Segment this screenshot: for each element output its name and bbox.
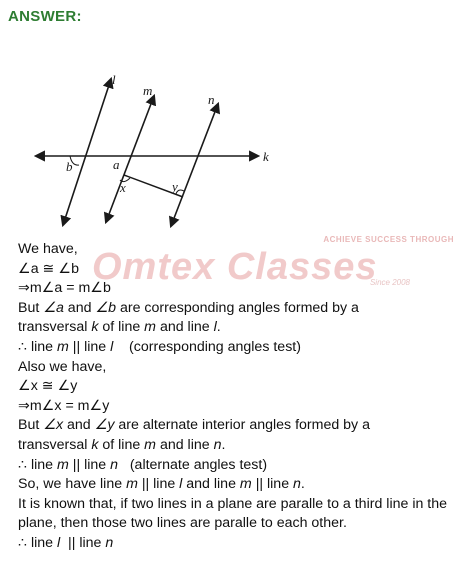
solution-text: [18, 240, 470, 554]
watermark-logo: Omtex Classes: [92, 246, 378, 288]
solution-line: We have,: [18, 241, 78, 257]
text: .: [221, 436, 226, 453]
label-k: k: [263, 149, 269, 164]
solution-line: It is known that, if two lines in a plane are paralle to a third line in the plane, then those two lines are paralle to each other.: [18, 495, 448, 532]
text: || line: [251, 476, 294, 493]
label-l: l: [112, 72, 116, 87]
text: are corresponding angles formed by a: [116, 299, 359, 316]
label-a: a: [113, 157, 120, 172]
var: m: [126, 476, 138, 493]
var: k: [91, 319, 99, 336]
watermark-tagline: ACHIEVE SUCCESS THROUGH: [323, 235, 454, 244]
text: || line: [137, 476, 180, 493]
var: l: [110, 338, 114, 355]
text: transversal: [18, 436, 92, 453]
label-x: x: [120, 180, 126, 195]
text: (corresponding angles test): [113, 338, 301, 355]
var: k: [91, 436, 99, 453]
equation: ∠a ≅ ∠b: [18, 260, 79, 277]
equation: ⇒m∠a = m∠b: [18, 280, 111, 297]
var: l: [213, 319, 217, 336]
var: m: [239, 476, 252, 493]
text: of line: [98, 436, 145, 453]
solution-line: [18, 416, 470, 436]
text: ∴ line: [18, 456, 57, 473]
text: and line: [182, 476, 240, 493]
text: ∴ line: [18, 534, 57, 551]
var: l: [179, 476, 183, 493]
var: m: [57, 338, 69, 355]
var: m: [144, 436, 156, 453]
angle-ref: ∠b: [95, 299, 117, 316]
label-n: n: [208, 92, 215, 107]
solution-line: [18, 260, 470, 280]
angle-ref: ∠y: [94, 417, 115, 434]
var: n: [213, 436, 222, 453]
solution-line: Also we have,: [18, 358, 107, 375]
text: ∴ line: [18, 338, 57, 355]
text: and line: [156, 436, 214, 453]
text: of line: [98, 319, 145, 336]
solution-line: [18, 377, 470, 397]
text: || line: [68, 338, 111, 355]
label-b: b: [66, 159, 73, 174]
var: n: [110, 456, 118, 473]
text: .: [300, 476, 305, 493]
solution-line: [18, 279, 470, 299]
text: || line: [68, 456, 111, 473]
var: m: [144, 319, 156, 336]
solution-line: [18, 475, 470, 495]
label-y: y: [172, 179, 178, 194]
solution-line: [18, 299, 470, 319]
angle-ref: ∠a: [43, 299, 64, 316]
text: are alternate interior angles formed by a: [114, 417, 370, 434]
equation: ∠x ≅ ∠y: [18, 378, 78, 395]
solution-line: [18, 534, 470, 554]
text: and line: [156, 319, 214, 336]
solution-line: [18, 397, 470, 417]
solution-line: [18, 338, 470, 358]
line-n: [171, 104, 218, 226]
geometry-figure: [0, 0, 474, 240]
label-m: m: [143, 83, 153, 98]
text: But: [18, 299, 44, 316]
var: n: [293, 476, 301, 493]
text: transversal: [18, 319, 92, 336]
var: n: [105, 534, 114, 551]
solution-line: [18, 456, 470, 476]
text: .: [216, 319, 221, 336]
text: and: [63, 417, 95, 434]
answer-heading: ANSWER:: [8, 8, 82, 25]
equation: ⇒m∠x = m∠y: [18, 397, 110, 414]
text: So, we have line: [18, 476, 127, 493]
solution-line: [18, 318, 470, 338]
text: But: [18, 417, 44, 434]
watermark-since: Since 2008: [369, 278, 410, 287]
text: (alternate angles test): [118, 456, 268, 473]
text: || line: [60, 534, 106, 551]
line-l: [63, 79, 111, 225]
var: l: [57, 534, 61, 551]
text: and: [63, 299, 96, 316]
solution-line: [18, 436, 470, 456]
angle-ref: ∠x: [43, 417, 64, 434]
var: m: [57, 456, 69, 473]
